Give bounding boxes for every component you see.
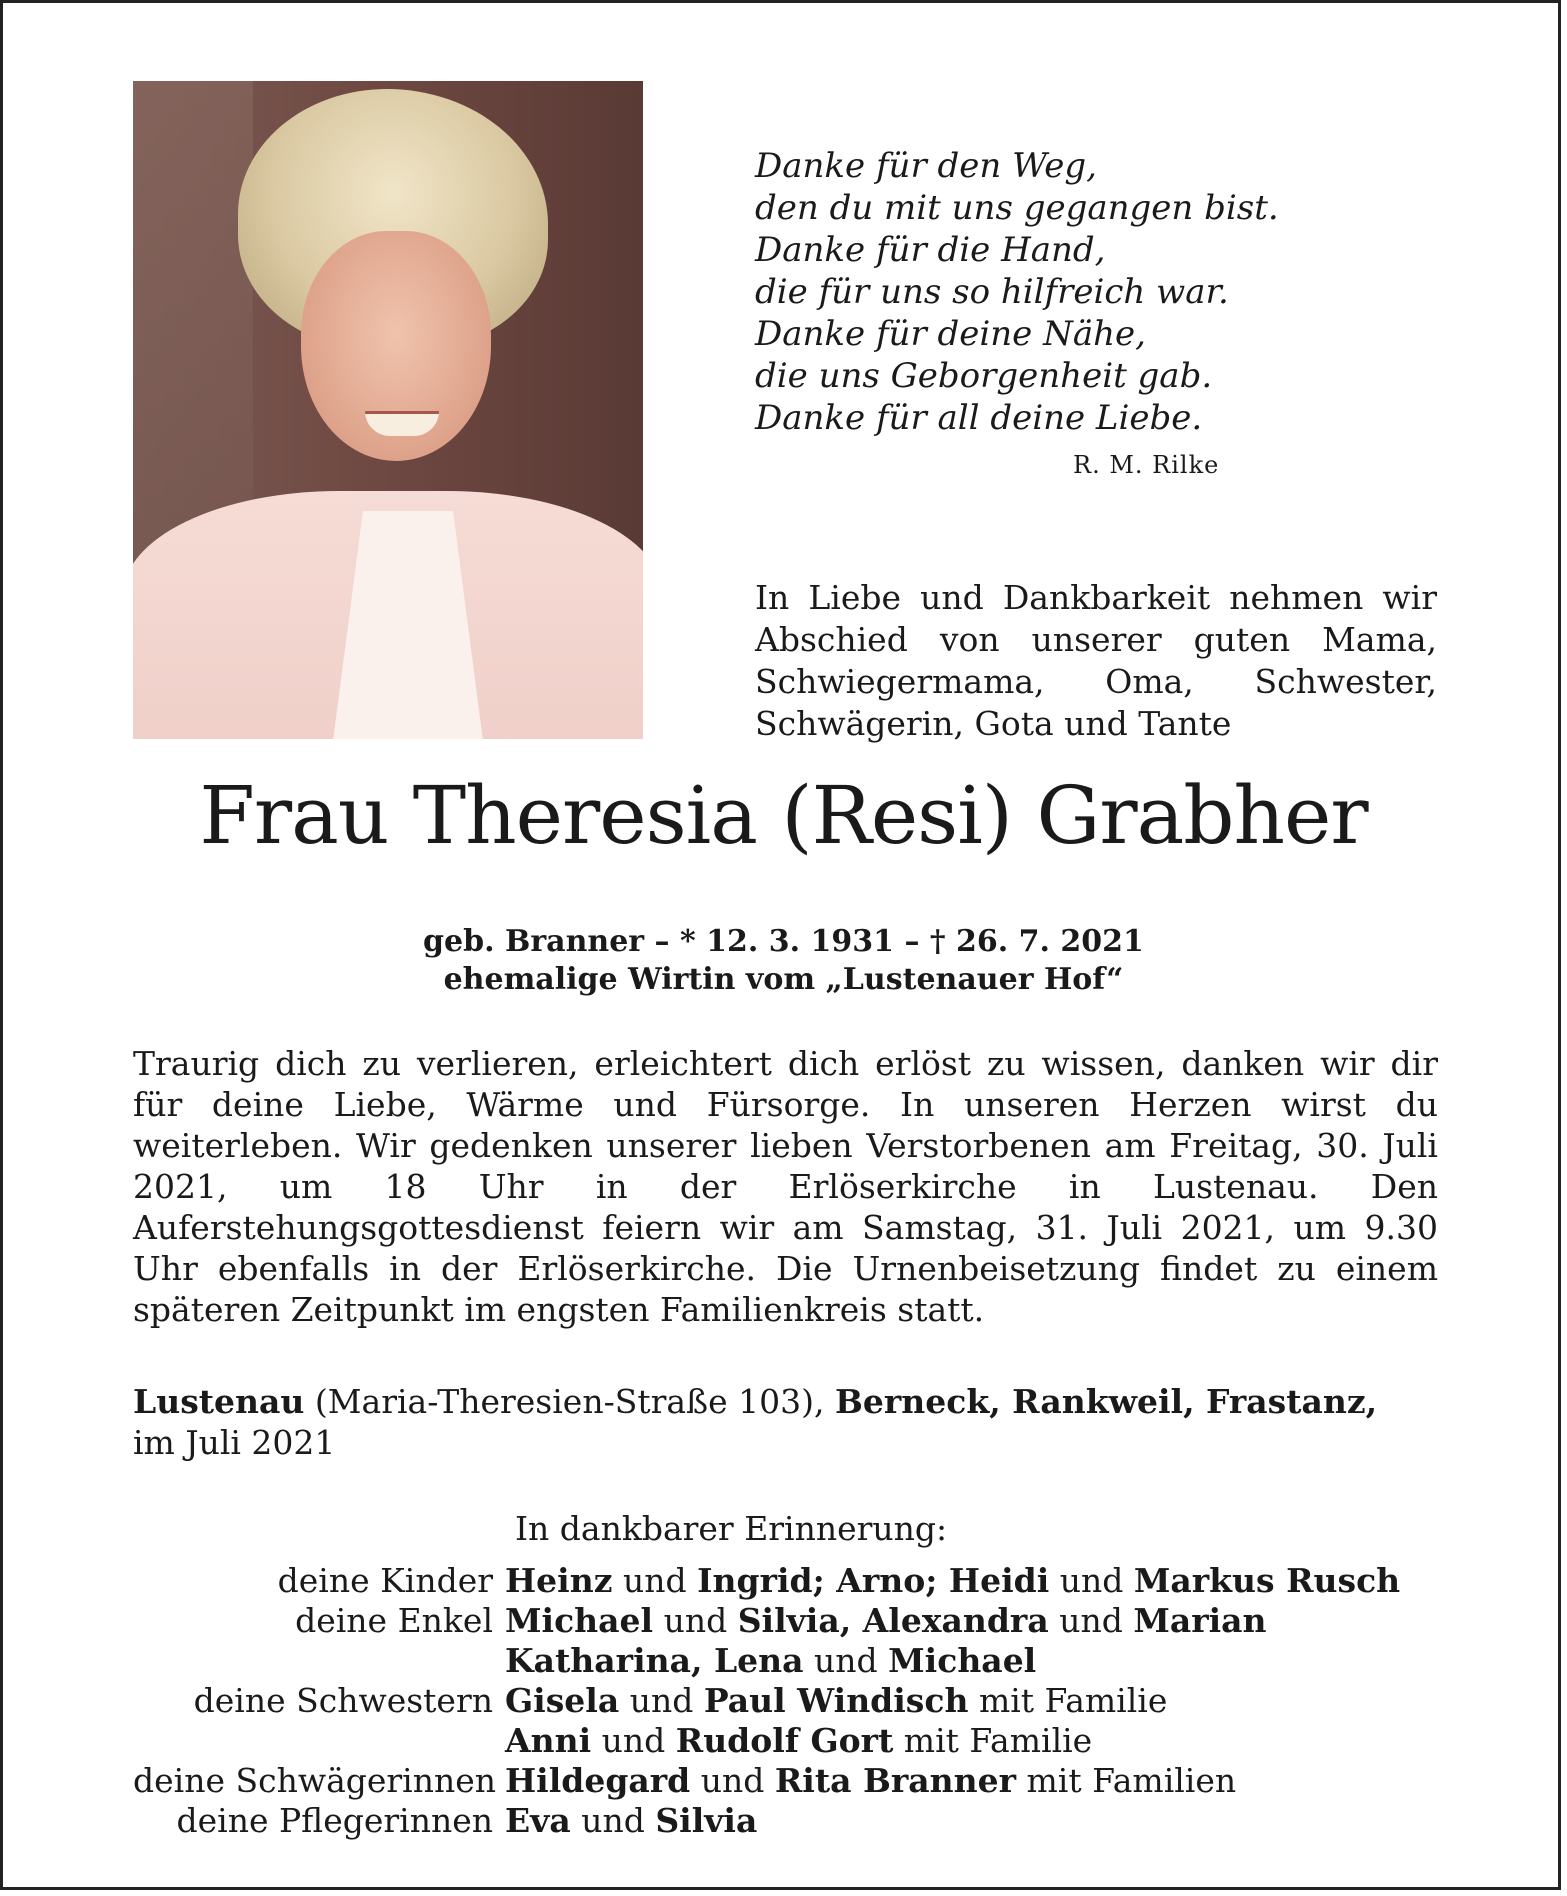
family-relation xyxy=(133,1721,505,1761)
family-relation: deine Pflegerinnen xyxy=(176,1801,493,1840)
poem-line: den du mit uns gegangen bist. xyxy=(755,188,1279,228)
family-names xyxy=(505,1601,1453,1641)
intro-text: In Liebe und Dankbarkeit nehmen wir Abschied von unserer guten Mama, Schwiegermama, Oma, Schwester, Schwägerin, Gota und Tante xyxy=(755,578,1437,743)
family-relation: deine Schwägerinnen xyxy=(133,1761,497,1800)
family-member-name: Marian xyxy=(1133,1601,1267,1640)
family-relation: deine Kinder xyxy=(277,1561,493,1600)
family-connector: und xyxy=(803,1641,889,1680)
place-town: Lustenau xyxy=(133,1382,305,1421)
family-names xyxy=(505,1801,1453,1841)
occupation: ehemalige Wirtin vom „Lustenauer Hof“ xyxy=(443,962,1124,997)
family-names xyxy=(505,1721,1453,1761)
family-names xyxy=(505,1641,1453,1681)
family-row xyxy=(133,1601,1453,1641)
family-names xyxy=(505,1761,1453,1801)
family-names xyxy=(505,1681,1453,1721)
poem-line: Danke für den Weg, xyxy=(755,146,1097,186)
family-connector: und xyxy=(612,1561,698,1600)
family-member-name: Heinz xyxy=(505,1561,613,1600)
family-member-name: Anni xyxy=(505,1721,592,1760)
family-connector: mit Familie xyxy=(968,1681,1168,1720)
poem-line: Danke für deine Nähe, xyxy=(755,314,1146,354)
memory-heading: In dankbarer Erinnerung: xyxy=(515,1509,948,1548)
place-line xyxy=(133,1381,1438,1463)
family-row xyxy=(133,1641,1453,1681)
main-text: Traurig dich zu verlieren, erleichtert dich erlöst zu wissen, danken wir dir für deine Liebe, Wärme und Fürsorge. In unseren Herzen wirst du weiterleben. Wir gedenken unserer lieben Verstorbenen am Freitag, 30. Juli 2021, um 18 Uhr in der Erlöserkirche in Lustenau. Den Auferstehungsgottesdienst feiern wir am Samstag, 31. Juli 2021, um 9.30 Uhr ebenfalls in der Erlöserkirche. Die Urnenbeisetzung findet zu einem späteren Zeitpunkt im engsten Familienkreis statt. xyxy=(133,1044,1438,1329)
family-member-name: Silvia xyxy=(655,1801,758,1840)
place-address: (Maria-Theresien-Straße 103), xyxy=(314,1382,825,1421)
family-member-name: Rudolf Gort xyxy=(675,1721,894,1760)
poem xyxy=(755,145,1315,439)
family-connector: mit Familien xyxy=(1015,1761,1237,1800)
family-member-name: Michael xyxy=(505,1601,654,1640)
family-member-name: Katharina, Lena xyxy=(505,1641,804,1680)
family-relation xyxy=(133,1641,505,1681)
family-row xyxy=(133,1801,1453,1841)
family-member-name: Ingrid; Arno; Heidi xyxy=(697,1561,1050,1600)
poem-line: Danke für all deine Liebe. xyxy=(755,398,1203,438)
family-connector: und xyxy=(619,1681,704,1720)
family-member-name: Michael xyxy=(888,1641,1037,1680)
family-names xyxy=(505,1561,1453,1601)
poem-author: R. M. Rilke xyxy=(1073,451,1220,479)
family-member-name: Hildegard xyxy=(505,1761,691,1800)
family-row xyxy=(133,1561,1453,1601)
family-relation: deine Schwestern xyxy=(193,1681,493,1720)
portrait-photo xyxy=(133,81,643,739)
family-connector: und xyxy=(690,1761,775,1800)
family-connector: und xyxy=(1049,1561,1134,1600)
family-connector: und xyxy=(570,1801,656,1840)
family-relation: deine Enkel xyxy=(295,1601,493,1640)
poem-line: die für uns so hilfreich war. xyxy=(755,272,1229,312)
deceased-name: Frau Theresia (Resi) Grabher xyxy=(199,769,1368,862)
place-others: Berneck, Rankweil, Frastanz, xyxy=(834,1382,1378,1421)
family-member-name: Silvia, Alexandra xyxy=(737,1601,1049,1640)
family-member-name: Paul Windisch xyxy=(703,1681,969,1720)
family-member-name: Markus Rusch xyxy=(1133,1561,1401,1600)
family-member-name: Rita Branner xyxy=(774,1761,1016,1800)
place-date: im Juli 2021 xyxy=(133,1423,336,1462)
family-row xyxy=(133,1721,1453,1761)
family-member-name: Gisela xyxy=(505,1681,620,1720)
family-row xyxy=(133,1681,1453,1721)
poem-line: die uns Geborgenheit gab. xyxy=(755,356,1213,396)
family-list xyxy=(133,1561,1453,1841)
poem-line: Danke für die Hand, xyxy=(755,230,1106,270)
family-member-name: Eva xyxy=(505,1801,571,1840)
family-connector: mit Familie xyxy=(893,1721,1093,1760)
family-connector: und xyxy=(1048,1601,1134,1640)
dates-block xyxy=(3,923,1564,999)
family-row xyxy=(133,1761,1453,1801)
birth-death-dates: geb. Branner – * 12. 3. 1931 – † 26. 7. 2021 xyxy=(423,924,1144,959)
family-connector: und xyxy=(591,1721,676,1760)
family-connector: und xyxy=(653,1601,738,1640)
